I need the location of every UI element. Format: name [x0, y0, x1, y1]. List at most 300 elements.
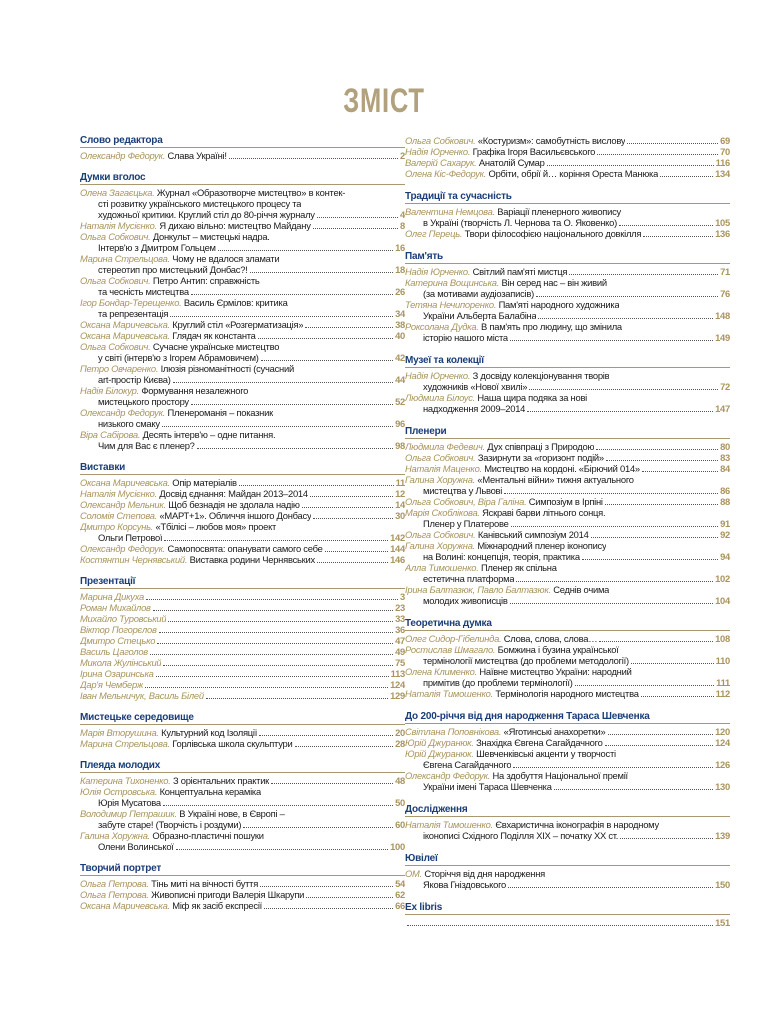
entry-line — [80, 330, 405, 341]
entry-title: Світлий пам'яті мистця — [472, 266, 568, 277]
entry-title: Слава Україні! — [167, 150, 227, 161]
leader-dots — [164, 540, 388, 541]
entry-line — [405, 277, 730, 288]
entry-page-number: 49 — [395, 646, 405, 657]
toc-entry[interactable] — [80, 635, 405, 646]
toc-entry[interactable] — [80, 900, 405, 911]
entry-title: «Костуризм»: самобутність вислову — [477, 135, 626, 146]
entry-page-number: 92 — [720, 529, 730, 540]
toc-entry[interactable] — [80, 363, 405, 385]
section-title: До 200-річчя від дня народження Тараса Шевченка — [405, 711, 730, 724]
toc-entry[interactable] — [80, 330, 405, 341]
leader-dots — [313, 518, 393, 519]
entry-line — [80, 830, 405, 841]
entry-title: Круглий стіл «Розгерматизація» — [172, 319, 304, 330]
entry-page-number: 110 — [715, 655, 730, 666]
entry-page-number: 70 — [720, 146, 730, 157]
toc-entry[interactable] — [405, 748, 730, 770]
entry-line — [80, 440, 405, 451]
entry-line-text — [80, 330, 256, 341]
entry-page-number: 52 — [395, 396, 405, 407]
entry-line — [405, 206, 730, 217]
toc-entry[interactable] — [80, 646, 405, 657]
leader-dots — [145, 687, 388, 688]
entry-line — [80, 499, 405, 510]
entry-page-number: 96 — [395, 418, 405, 429]
toc-entry[interactable] — [80, 727, 405, 738]
entry-line — [405, 748, 730, 759]
entry-page-number: 142 — [390, 532, 405, 543]
entry-line-text — [80, 220, 311, 231]
entry-title: «МАРТ+1». Обличчя іншого Донбасу — [159, 510, 312, 521]
toc-entry[interactable] — [405, 644, 730, 666]
entry-page-number: 111 — [716, 677, 730, 688]
entry-title: забуте старе! (Творчість і роздуми) — [98, 819, 242, 830]
toc-entry[interactable] — [80, 429, 405, 451]
toc-entry[interactable] — [80, 543, 405, 554]
toc-entry[interactable] — [80, 775, 405, 786]
toc-entry[interactable] — [80, 499, 405, 510]
toc-entry[interactable] — [405, 299, 730, 321]
entry-page-number: 88 — [720, 496, 730, 507]
leader-dots — [510, 340, 713, 341]
entry-author: Галина Хоружна. — [80, 830, 151, 841]
toc-entry[interactable] — [80, 275, 405, 297]
entry-line-text — [405, 529, 589, 540]
entry-title: Живописні пригоди Валерія Шкарупи — [151, 889, 305, 900]
entry-title: Наша щира подяка за нові — [477, 392, 588, 403]
entry-line — [80, 554, 405, 565]
entry-line-text — [405, 726, 606, 737]
toc-entry[interactable] — [405, 266, 730, 277]
entry-title: Інтерв'ю з Дмитром Гольцем — [98, 242, 216, 253]
section-title: Традиції та сучасність — [405, 191, 730, 204]
entry-line-text — [80, 738, 293, 749]
entry-line — [405, 540, 730, 551]
toc-entry[interactable] — [80, 319, 405, 330]
entry-line-text — [80, 613, 166, 624]
entry-line — [80, 900, 405, 911]
toc-entry[interactable] — [80, 830, 405, 852]
toc-entry[interactable] — [405, 277, 730, 299]
toc-entry[interactable] — [80, 297, 405, 319]
entry-title: України Альберта Балабіна — [423, 310, 537, 321]
entry-page-number: 146 — [390, 554, 405, 565]
entry-title: Якова Гніздовського — [423, 879, 507, 890]
leader-dots — [605, 504, 718, 505]
entry-line-text — [405, 562, 557, 573]
entry-page-number: 48 — [395, 775, 405, 786]
toc-entry[interactable] — [405, 562, 730, 584]
entry-line — [80, 819, 405, 830]
entry-title: Олени Волинської — [98, 841, 174, 852]
leader-dots — [243, 827, 393, 828]
entry-title: Варіації пленерного живопису — [497, 206, 621, 217]
entry-title: З орієнтальних практик — [172, 775, 270, 786]
toc-entry[interactable] — [405, 474, 730, 496]
entry-line — [405, 737, 730, 748]
toc-entry[interactable] — [80, 668, 405, 679]
leader-dots — [627, 143, 718, 144]
toc-entry[interactable] — [405, 452, 730, 463]
toc-entry[interactable] — [80, 878, 405, 889]
entry-title: Симпозіум в Ірпіні — [528, 496, 603, 507]
toc-section — [405, 426, 730, 606]
entry-title: На здобуття Національної премії — [492, 770, 628, 781]
entry-page-number: 116 — [715, 157, 730, 168]
entry-line-text — [98, 209, 315, 220]
entry-title: у світі (інтерв'ю з Ігорем Абрамовичем) — [98, 352, 259, 363]
entry-page-number: 91 — [720, 518, 730, 529]
entry-line — [405, 595, 730, 606]
entry-line-text — [405, 157, 545, 168]
entry-author: Людмила Білоус. — [405, 392, 476, 403]
toc-entry[interactable] — [405, 584, 730, 606]
entry-title: Зазирнути за «горизонт подій» — [477, 452, 604, 463]
leader-dots — [261, 360, 393, 361]
entry-line-text — [80, 253, 279, 264]
toc-entry[interactable] — [405, 666, 730, 688]
entry-title: естетична платформа — [423, 573, 515, 584]
entry-line — [80, 429, 405, 440]
section-title: Слово редактора — [80, 135, 405, 148]
entry-line-text — [80, 341, 279, 352]
toc-entry[interactable] — [405, 507, 730, 529]
leader-dots — [513, 767, 713, 768]
toc-right-column — [405, 135, 730, 940]
toc-entry[interactable] — [405, 370, 730, 392]
entry-line-text — [80, 297, 288, 308]
entry-author: Марія Скоблікова. — [405, 507, 480, 518]
entry-line-text — [423, 332, 508, 343]
entry-page-number: 83 — [720, 452, 730, 463]
entry-title: стереотип про мистецький Донбас?! — [98, 264, 248, 275]
entry-page-number: 8 — [400, 220, 405, 231]
entry-page-number: 124 — [390, 679, 405, 690]
entry-title: історію нашого міста — [423, 332, 508, 343]
leader-dots — [163, 665, 393, 666]
leader-dots — [176, 849, 388, 850]
toc-entry[interactable] — [80, 220, 405, 231]
entry-title: art-простір Києва) — [98, 374, 171, 385]
toc-entry[interactable] — [405, 770, 730, 792]
entry-title: Євгена Сагайдачного — [423, 759, 512, 770]
entry-title: Сторіччя від дня народження — [424, 868, 545, 879]
entry-line — [80, 264, 405, 275]
entry-page-number: 130 — [715, 781, 730, 792]
leader-dots — [554, 789, 713, 790]
toc-entry[interactable] — [405, 321, 730, 343]
entry-title: Канівський симпозіум 2014 — [477, 529, 589, 540]
leader-dots — [239, 485, 394, 486]
toc-entry[interactable] — [405, 917, 730, 928]
entry-line — [405, 573, 730, 584]
entry-line-text — [98, 264, 248, 275]
entry-author: Юрій Джуранюк. — [405, 737, 474, 748]
entry-line-text — [405, 474, 634, 485]
entry-line — [405, 157, 730, 168]
toc-entry[interactable] — [80, 407, 405, 429]
entry-title: «Яготинські анахоретки» — [503, 726, 606, 737]
entry-title: сті розвитку українського мистецького процесу та — [98, 198, 302, 209]
toc-entry[interactable] — [405, 819, 730, 841]
entry-line-text — [98, 198, 301, 209]
entry-line-text — [80, 808, 285, 819]
entry-line — [80, 242, 405, 253]
entry-line-text — [98, 374, 171, 385]
toc-entry[interactable] — [80, 657, 405, 668]
leader-dots — [146, 599, 398, 600]
toc-entry[interactable] — [80, 624, 405, 635]
entry-title: Юрія Мусатова — [98, 797, 161, 808]
leader-dots — [660, 176, 713, 177]
leader-dots — [620, 838, 713, 839]
toc-entry[interactable] — [80, 341, 405, 363]
toc-entry[interactable] — [405, 392, 730, 414]
toc-entry[interactable] — [405, 688, 730, 699]
leader-dots — [259, 735, 393, 736]
entry-title: Пленер як спільна — [480, 562, 557, 573]
entry-author: Ольга Собкович. — [80, 275, 151, 286]
entry-line-text — [98, 396, 189, 407]
toc-entry[interactable] — [80, 231, 405, 253]
leader-dots — [591, 537, 718, 538]
entry-author: Наталія Тимошенко. — [405, 688, 493, 699]
leader-dots — [162, 426, 393, 427]
section-title: Думки вголос — [80, 172, 405, 185]
toc-entry[interactable] — [80, 150, 405, 161]
entry-author: Олег Сидор-Гібелинда. — [405, 633, 502, 644]
entry-author: Оксана Маричевська. — [80, 319, 170, 330]
entry-page-number: 69 — [720, 135, 730, 146]
entry-line — [80, 477, 405, 488]
toc-entry[interactable] — [80, 786, 405, 808]
entry-author: Марина Дикуха — [80, 591, 145, 602]
entry-page-number: 149 — [715, 332, 730, 343]
leader-dots — [168, 621, 393, 622]
toc-entry[interactable] — [405, 206, 730, 228]
entry-title: Пам'яті народного художника — [498, 299, 620, 310]
entry-line-text — [98, 532, 162, 543]
toc-entry[interactable] — [80, 385, 405, 407]
entry-line — [405, 633, 730, 644]
entry-author: Віктор Погорєлов — [80, 624, 157, 635]
entry-title: Василь Єрмілов: критика — [183, 297, 288, 308]
entry-line — [405, 562, 730, 573]
entry-author: Олександр Федорук. — [405, 770, 491, 781]
entry-line — [405, 726, 730, 737]
entry-line-text — [423, 830, 618, 841]
toc-entry[interactable] — [80, 187, 405, 220]
leader-dots — [642, 471, 718, 472]
entry-title: З досвіду колекціонування творів — [472, 370, 610, 381]
entry-title: Анатолій Сумар — [478, 157, 545, 168]
entry-line-text — [80, 830, 264, 841]
toc-entry[interactable] — [80, 679, 405, 690]
entry-line — [80, 341, 405, 352]
entry-line-text — [405, 666, 632, 677]
toc-entry[interactable] — [405, 135, 730, 146]
entry-line — [405, 688, 730, 699]
toc-entry[interactable] — [405, 633, 730, 644]
toc-entry[interactable] — [405, 157, 730, 168]
entry-title: Наївне мистецтво України: народний — [479, 666, 632, 677]
toc-section — [405, 191, 730, 239]
entry-line-text — [405, 633, 597, 644]
toc-section — [80, 135, 405, 161]
entry-title: Мистецтво на кордоні. «Бірючий 014» — [484, 463, 640, 474]
entry-line-text — [405, 868, 545, 879]
entry-line — [80, 297, 405, 308]
entry-author: Микола Жулінський — [80, 657, 162, 668]
entry-line-text — [98, 242, 216, 253]
entry-page-number: 104 — [715, 595, 730, 606]
entry-page-number: 151 — [715, 917, 730, 928]
entry-line-text — [405, 452, 604, 463]
toc-entry[interactable] — [80, 591, 405, 602]
toc-entry[interactable] — [80, 889, 405, 900]
toc-entry[interactable] — [405, 441, 730, 452]
leader-dots — [159, 632, 393, 633]
entry-page-number: 30 — [395, 510, 405, 521]
toc-entry[interactable] — [405, 463, 730, 474]
entry-line-text — [405, 748, 616, 759]
entry-line-text — [405, 463, 640, 474]
section-title: Презентації — [80, 576, 405, 589]
toc-entry[interactable] — [80, 602, 405, 613]
entry-title: Чим для Вас є пленер? — [98, 440, 195, 451]
toc-entry[interactable] — [405, 540, 730, 562]
entry-title: Міф як засіб експресії — [172, 900, 263, 911]
toc-entry[interactable] — [405, 737, 730, 748]
toc-left-column — [80, 135, 405, 922]
toc-entry[interactable] — [80, 613, 405, 624]
entry-line-text — [405, 496, 603, 507]
entry-line — [80, 385, 405, 396]
toc-entry[interactable] — [405, 168, 730, 179]
entry-line-text — [80, 543, 323, 554]
entry-line — [80, 407, 405, 418]
entry-author: Олена Загаєцька. — [80, 187, 155, 198]
toc-entry[interactable] — [405, 146, 730, 157]
entry-author: Катерина Тихоненко. — [80, 775, 171, 786]
entry-line — [80, 510, 405, 521]
entry-title: Ольги Петрової — [98, 532, 163, 543]
entry-page-number: 94 — [720, 551, 730, 562]
entry-title: художників «Нової хвилі» — [423, 381, 528, 392]
entry-page-number: 42 — [395, 352, 405, 363]
entry-title: України імені Тараса Шевченка — [423, 781, 552, 792]
toc-entry[interactable] — [80, 510, 405, 521]
toc-entry[interactable] — [80, 477, 405, 488]
toc-entry[interactable] — [405, 496, 730, 507]
entry-line — [80, 690, 405, 701]
toc-entry[interactable] — [80, 690, 405, 701]
entry-line-text — [80, 187, 345, 198]
entry-line — [405, 770, 730, 781]
entry-page-number: 4 — [400, 209, 405, 220]
toc-entry[interactable] — [405, 726, 730, 737]
entry-title: Чому не вдалося зламати — [172, 253, 280, 264]
entry-line-text — [80, 602, 151, 613]
entry-line-text — [80, 900, 262, 911]
section-title: Ювілеї — [405, 853, 730, 866]
entry-page-number: 3 — [400, 591, 405, 602]
entry-author: Ольга Собкович. — [80, 231, 151, 242]
toc-entry[interactable] — [80, 253, 405, 275]
entry-title: Формування незалежного — [141, 385, 249, 396]
leader-dots — [163, 805, 393, 806]
entry-line — [405, 781, 730, 792]
entry-author: Ірина Балтазюк, Павло Балтазюк. — [405, 584, 551, 595]
page-title: ЗМІСТ — [343, 82, 425, 120]
entry-author: Наталія Маценко. — [405, 463, 482, 474]
entry-title: Концептуальна кераміка — [159, 786, 261, 797]
entry-author: Олена Кіс-Федорук. — [405, 168, 487, 179]
entry-line-text — [80, 363, 294, 374]
entry-author: Ольга Собкович. — [405, 529, 476, 540]
entry-title: та репрезентація — [98, 308, 169, 319]
entry-page-number: 139 — [715, 830, 730, 841]
entry-line — [80, 646, 405, 657]
entry-author: Роксолана Дудка. — [405, 321, 479, 332]
leader-dots — [170, 316, 393, 317]
leader-dots — [258, 338, 393, 339]
entry-author: Василь Цаголов — [80, 646, 148, 657]
toc-entry[interactable] — [405, 868, 730, 890]
entry-line — [405, 917, 730, 928]
entry-line-text — [80, 554, 315, 565]
entry-title: (за мотивами аудіозаписів) — [423, 288, 534, 299]
entry-line — [405, 485, 730, 496]
entry-page-number: 26 — [395, 286, 405, 297]
toc-entry[interactable] — [405, 529, 730, 540]
entry-title: Образно-пластичні пошуки — [152, 830, 264, 841]
entry-line — [405, 759, 730, 770]
entry-page-number: 84 — [720, 463, 730, 474]
entry-line — [80, 187, 405, 198]
entry-line-text — [405, 737, 603, 748]
entry-title: Тінь миті на вічності буття — [151, 878, 259, 889]
entry-page-number: 20 — [395, 727, 405, 738]
entry-title: Глядач як константа — [172, 330, 256, 341]
entry-author: Надія Білокур. — [80, 385, 139, 396]
entry-line — [405, 463, 730, 474]
toc-entry[interactable] — [80, 521, 405, 543]
toc-entry[interactable] — [80, 738, 405, 749]
entry-line-text — [80, 657, 161, 668]
leader-dots — [313, 228, 398, 229]
entry-author: Наталія Мусієнко. — [80, 220, 157, 231]
section-title: Теоретична думка — [405, 618, 730, 631]
leader-dots — [641, 696, 714, 697]
toc-section — [80, 863, 405, 911]
entry-line-text — [405, 168, 658, 179]
entry-page-number: 112 — [715, 688, 730, 699]
entry-line-text — [405, 299, 619, 310]
leader-dots — [305, 327, 393, 328]
entry-author: Дмитро Корсунь. — [80, 521, 154, 532]
toc-entry[interactable] — [405, 228, 730, 239]
entry-author: Олександр Мельник. — [80, 499, 166, 510]
entry-line-text — [80, 775, 269, 786]
toc-entry[interactable] — [80, 488, 405, 499]
entry-line-text — [80, 231, 270, 242]
entry-line — [405, 441, 730, 452]
toc-entry[interactable] — [80, 808, 405, 830]
toc-entry[interactable] — [80, 554, 405, 565]
entry-line — [405, 266, 730, 277]
